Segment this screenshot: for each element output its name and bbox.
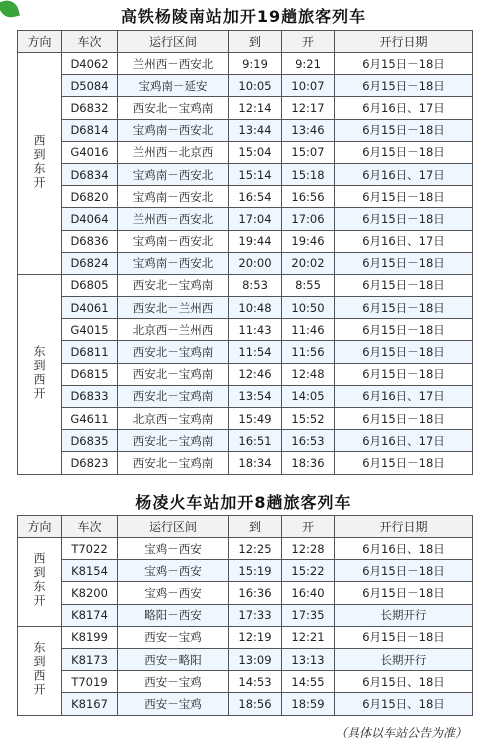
departure-time-cell: 15:22 [282,560,335,582]
table-row [18,274,473,296]
route-cell: 宝鸡南－西安北 [118,119,229,141]
table-row [18,582,473,604]
train-number-cell: D6823 [62,452,118,474]
service-dates-cell: 6月15日－18日 [335,75,473,97]
table-row [18,671,473,693]
arrival-time-cell: 16:36 [229,582,282,604]
table-row [18,141,473,163]
route-cell: 宝鸡南－西安北 [118,186,229,208]
departure-time-cell: 17:35 [282,604,335,626]
arrival-time-cell: 12:46 [229,363,282,385]
departure-time-cell: 19:46 [282,230,335,252]
table-row [18,626,473,648]
table-row [18,163,473,185]
train-number-cell: D6834 [62,163,118,185]
table-row [18,363,473,385]
service-dates-cell: 6月15日－18日 [335,252,473,274]
train-number-cell: K8154 [62,560,118,582]
route-cell: 宝鸡南－延安 [118,75,229,97]
arrival-time-cell: 15:04 [229,141,282,163]
arrival-time-cell: 8:53 [229,274,282,296]
service-dates-cell: 6月15日－18日 [335,53,473,75]
table-row [18,538,473,560]
column-header: 车次 [62,31,118,53]
table-row [18,252,473,274]
train-number-cell: D6820 [62,186,118,208]
arrival-time-cell: 16:54 [229,186,282,208]
table-row [18,319,473,341]
table-row [18,297,473,319]
table-row [18,208,473,230]
route-cell: 西安－略阳 [118,648,229,670]
table-row [18,693,473,715]
service-dates-cell: 6月15日－18日 [335,119,473,141]
departure-time-cell: 12:28 [282,538,335,560]
arrival-time-cell: 12:14 [229,97,282,119]
arrival-time-cell: 12:25 [229,538,282,560]
service-dates-cell: 6月15日－18日 [335,408,473,430]
route-cell: 西安－宝鸡 [118,626,229,648]
arrival-time-cell: 15:14 [229,163,282,185]
table-row [18,75,473,97]
route-cell: 宝鸡－西安 [118,538,229,560]
table-row [18,408,473,430]
route-cell: 西安北－宝鸡南 [118,363,229,385]
arrival-time-cell: 15:49 [229,408,282,430]
table-row [18,430,473,452]
departure-time-cell: 12:48 [282,363,335,385]
train-number-cell: D4064 [62,208,118,230]
section1-title: 高铁杨陵南站加开19趟旅客列车 [120,7,367,26]
table-row [18,97,473,119]
arrival-time-cell: 9:19 [229,53,282,75]
service-dates-cell: 6月15日－18日 [335,582,473,604]
column-header: 运行区间 [118,516,229,538]
departure-time-cell: 12:17 [282,97,335,119]
column-header: 方向 [18,516,62,538]
arrival-time-cell: 18:56 [229,693,282,715]
service-dates-cell: 6月15日－18日 [335,452,473,474]
table-row [18,560,473,582]
departure-time-cell: 12:21 [282,626,335,648]
service-dates-cell: 6月15日、18日 [335,671,473,693]
train-number-cell: K8199 [62,626,118,648]
service-dates-cell: 6月16日、17日 [335,163,473,185]
section2-title: 杨凌火车站加开8趟旅客列车 [135,493,352,512]
route-cell: 兰州西－北京西 [118,141,229,163]
column-header: 开行日期 [335,516,473,538]
column-header: 开 [282,31,335,53]
table-row [18,385,473,407]
arrival-time-cell: 13:54 [229,385,282,407]
train-number-cell: K8200 [62,582,118,604]
yangling-station-timetable [17,515,473,716]
route-cell: 兰州西－西安北 [118,53,229,75]
arrival-time-cell: 11:43 [229,319,282,341]
column-header: 开行日期 [335,31,473,53]
route-cell: 宝鸡南－西安北 [118,163,229,185]
departure-time-cell: 15:18 [282,163,335,185]
train-number-cell: D6811 [62,341,118,363]
departure-time-cell: 10:50 [282,297,335,319]
arrival-time-cell: 13:09 [229,648,282,670]
departure-time-cell: 11:46 [282,319,335,341]
high-speed-timetable [17,30,473,475]
train-number-cell: D4062 [62,53,118,75]
departure-time-cell: 10:07 [282,75,335,97]
service-dates-cell: 6月15日－18日 [335,186,473,208]
arrival-time-cell: 15:19 [229,560,282,582]
arrival-time-cell: 13:44 [229,119,282,141]
arrival-time-cell: 11:54 [229,341,282,363]
departure-time-cell: 18:59 [282,693,335,715]
route-cell: 西安北－兰州西 [118,297,229,319]
arrival-time-cell: 18:34 [229,452,282,474]
route-cell: 西安北－宝鸡南 [118,274,229,296]
table-row [18,53,473,75]
departure-time-cell: 20:02 [282,252,335,274]
service-dates-cell: 6月15日－18日 [335,560,473,582]
departure-time-cell: 16:56 [282,186,335,208]
direction-cell [18,626,62,715]
service-dates-cell: 6月15日－18日 [335,363,473,385]
table-header-row [18,516,473,538]
route-cell: 北京西－宝鸡南 [118,408,229,430]
table-row [18,452,473,474]
service-dates-cell: 6月15日－18日 [335,274,473,296]
column-header: 到 [229,516,282,538]
column-header: 车次 [62,516,118,538]
train-number-cell: D4061 [62,297,118,319]
train-number-cell: D6835 [62,430,118,452]
train-number-cell: K8173 [62,648,118,670]
route-cell: 宝鸡南－西安北 [118,252,229,274]
route-cell: 西安－宝鸡 [118,693,229,715]
service-dates-cell: 6月16日、17日 [335,97,473,119]
train-number-cell: D6832 [62,97,118,119]
column-header: 方向 [18,31,62,53]
arrival-time-cell: 17:33 [229,604,282,626]
table-row [18,230,473,252]
service-dates-cell: 6月15日－18日 [335,208,473,230]
service-dates-cell: 6月15日－18日 [335,297,473,319]
table-row [18,341,473,363]
column-header: 开 [282,516,335,538]
train-number-cell: K8167 [62,693,118,715]
service-dates-cell: 6月15日－18日 [335,141,473,163]
service-dates-cell: 长期开行 [335,648,473,670]
train-number-cell: D6814 [62,119,118,141]
departure-time-cell: 16:40 [282,582,335,604]
train-number-cell: D6815 [62,363,118,385]
service-dates-cell: 6月16日、17日 [335,230,473,252]
direction-label: 西到东开 [32,133,46,190]
direction-label: 东到西开 [32,641,46,698]
route-cell: 西安北－宝鸡南 [118,385,229,407]
train-number-cell: D6824 [62,252,118,274]
direction-cell [18,538,62,627]
service-dates-cell: 6月15日、18日 [335,693,473,715]
service-dates-cell: 6月16日、18日 [335,538,473,560]
route-cell: 兰州西－西安北 [118,208,229,230]
route-cell: 宝鸡－西安 [118,582,229,604]
train-number-cell: G4015 [62,319,118,341]
departure-time-cell: 9:21 [282,53,335,75]
arrival-time-cell: 10:05 [229,75,282,97]
column-header: 运行区间 [118,31,229,53]
table-header-row [18,31,473,53]
arrival-time-cell: 16:51 [229,430,282,452]
table-row [18,604,473,626]
service-dates-cell: 6月16日、17日 [335,385,473,407]
train-number-cell: K8174 [62,604,118,626]
service-dates-cell: 长期开行 [335,604,473,626]
direction-label: 西到东开 [32,552,46,609]
footnote: （具体以车站公告为准） [334,726,467,740]
train-number-cell: G4016 [62,141,118,163]
route-cell: 宝鸡南－西安北 [118,230,229,252]
column-header: 到 [229,31,282,53]
direction-cell [18,53,62,275]
service-dates-cell: 6月15日－18日 [335,341,473,363]
table-row [18,186,473,208]
arrival-time-cell: 17:04 [229,208,282,230]
arrival-time-cell: 20:00 [229,252,282,274]
arrival-time-cell: 12:19 [229,626,282,648]
route-cell: 西安北－宝鸡南 [118,430,229,452]
departure-time-cell: 11:56 [282,341,335,363]
departure-time-cell: 8:55 [282,274,335,296]
train-number-cell: D6836 [62,230,118,252]
route-cell: 宝鸡－西安 [118,560,229,582]
route-cell: 西安北－宝鸡南 [118,452,229,474]
service-dates-cell: 6月15日－18日 [335,626,473,648]
train-number-cell: T7019 [62,671,118,693]
arrival-time-cell: 10:48 [229,297,282,319]
departure-time-cell: 18:36 [282,452,335,474]
train-number-cell: D6805 [62,274,118,296]
departure-time-cell: 17:06 [282,208,335,230]
train-number-cell: G4611 [62,408,118,430]
service-dates-cell: 6月15日－18日 [335,319,473,341]
route-cell: 北京西－兰州西 [118,319,229,341]
train-number-cell: T7022 [62,538,118,560]
route-cell: 略阳－西安 [118,604,229,626]
departure-time-cell: 13:46 [282,119,335,141]
departure-time-cell: 13:13 [282,648,335,670]
arrival-time-cell: 14:53 [229,671,282,693]
departure-time-cell: 15:07 [282,141,335,163]
route-cell: 西安北－宝鸡南 [118,341,229,363]
departure-time-cell: 16:53 [282,430,335,452]
route-cell: 西安－宝鸡 [118,671,229,693]
route-cell: 西安北－宝鸡南 [118,97,229,119]
departure-time-cell: 14:05 [282,385,335,407]
arrival-time-cell: 19:44 [229,230,282,252]
departure-time-cell: 15:52 [282,408,335,430]
table-row [18,119,473,141]
direction-label: 东到西开 [32,344,46,401]
direction-cell [18,274,62,474]
service-dates-cell: 6月16日、17日 [335,430,473,452]
train-number-cell: D6833 [62,385,118,407]
departure-time-cell: 14:55 [282,671,335,693]
train-number-cell: D5084 [62,75,118,97]
table-row [18,648,473,670]
